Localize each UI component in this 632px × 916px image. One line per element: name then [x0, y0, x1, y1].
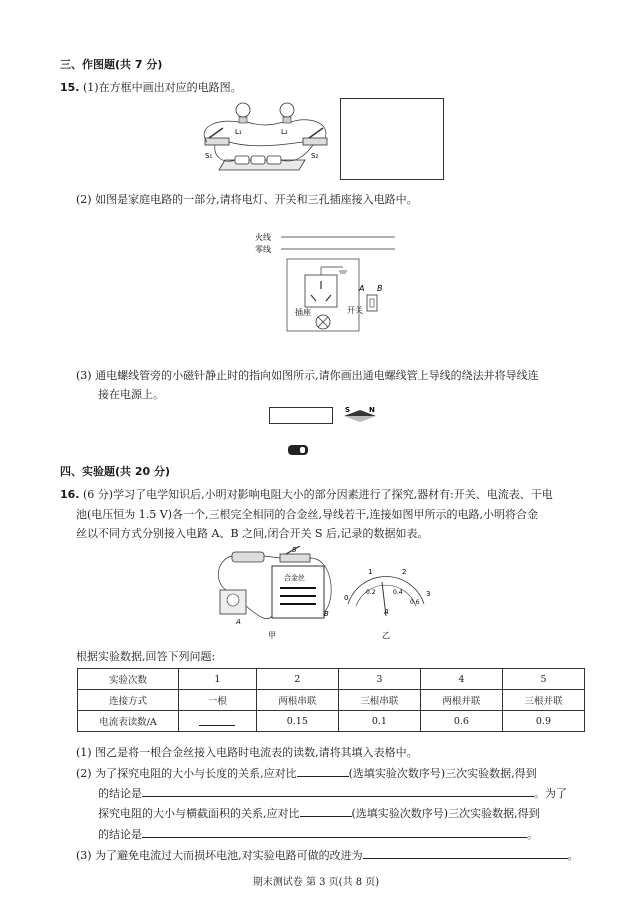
q16-line1 — [60, 486, 553, 502]
q16-sub1: (1) 图乙是将一根合金丝接入电路时电流表的读数,请将其填入表格中。 — [76, 746, 418, 759]
label-s2: S₂ — [311, 152, 319, 160]
q16-sub2-f: (选填实验次数序号)三次实验数据,得到 — [351, 807, 540, 820]
compass-needle-fig — [342, 404, 378, 428]
table-cell: 0.15 — [256, 711, 338, 732]
q15-part2: (2) 如图是家庭电路的一部分,请将电灯、开关和三孔插座接入电路中。 — [76, 193, 418, 206]
page-footer: 期末测试卷 第 3 页(共 8 页) — [252, 877, 380, 888]
switch-button — [370, 299, 374, 307]
q15-part1 — [60, 79, 242, 95]
q16-line1-text: (6 分)学习了电学知识后,小明对影响电阻大小的部分因素进行了探究,器材有:开关、电流表、干电 — [83, 488, 553, 501]
circuit-picture-fig — [195, 98, 335, 180]
battery-cell-2 — [251, 156, 265, 164]
socket-pin-left — [311, 295, 316, 301]
answer-box — [340, 98, 444, 180]
tick-0: 0 — [344, 594, 349, 602]
switch-s2-icon — [303, 138, 327, 145]
label-neutral: 零线 — [255, 245, 271, 254]
q16-sub2-line2 — [98, 785, 567, 801]
label-n: N — [369, 406, 375, 414]
q16-sub2-g: 的结论是 — [98, 828, 142, 841]
socket-icon — [305, 275, 337, 307]
battery-cap — [300, 447, 305, 453]
table-cell: 4 — [420, 669, 502, 690]
answer-blank[interactable] — [297, 765, 349, 777]
household-circuit-fig — [255, 227, 395, 337]
label-live: 火线 — [255, 233, 271, 242]
label-switch: 开关 — [347, 306, 363, 315]
figure-jia — [210, 546, 349, 640]
q16-sub2-d: 。为了 — [534, 787, 567, 800]
table-cell: 0.1 — [338, 711, 420, 732]
bulb-l1-icon — [236, 103, 250, 117]
ammeter-dial — [227, 594, 239, 606]
q16-prompt: 根据实验数据,回答下列问题: — [76, 650, 216, 663]
answer-blank[interactable] — [142, 826, 527, 838]
table-header-cell: 电流表读数/A — [78, 711, 179, 732]
table-cell: 三根串联 — [338, 690, 420, 711]
label-s1: S₁ — [205, 152, 213, 160]
q16-sub2-line3 — [98, 805, 540, 821]
table-row — [78, 711, 585, 732]
tick-0-4: 0.4 — [393, 589, 403, 596]
q16-sub2-a: (2) 为了探究电阻的大小与长度的关系,应对比 — [76, 767, 297, 780]
battery-icon — [287, 444, 309, 456]
tick-0-2: 0.2 — [366, 589, 376, 596]
label-b: B — [377, 284, 383, 293]
q16-line2: 池(电压恒为 1.5 V)各一个,三根完全相同的合金丝,导线若干,连接如图甲所示的电路,小明将合金 — [76, 508, 538, 521]
switch-s1-lever — [209, 128, 223, 138]
table-header-cell: 实验次数 — [78, 669, 179, 690]
needle-s-half — [344, 416, 376, 422]
label-s16: S — [292, 546, 297, 554]
q16-sub3-b: 。 — [567, 849, 579, 862]
table-cell: 0.9 — [502, 711, 584, 732]
table-row — [78, 669, 585, 690]
table-cell: 1 — [179, 669, 257, 690]
tick-0-6: 0.6 — [410, 599, 420, 606]
battery-cell-3 — [267, 156, 281, 164]
answer-blank[interactable] — [363, 847, 568, 859]
switch-s1-icon — [205, 138, 229, 145]
switch-s-icon — [280, 554, 310, 562]
table-cell: 0.6 — [420, 711, 502, 732]
table-cell: 5 — [502, 669, 584, 690]
answer-blank[interactable] — [300, 805, 352, 817]
bulb-l2-base — [283, 117, 291, 123]
table-row — [78, 690, 585, 711]
label-jia: 甲 — [268, 631, 276, 640]
table-cell: 两根并联 — [420, 690, 502, 711]
label-a16: A — [236, 618, 241, 626]
q16-sub2-e: 探究电阻的大小与横截面积的关系,应对比 — [98, 807, 300, 820]
section-3-title: 三、作图题(共 7 分) — [60, 58, 163, 71]
tick-1: 1 — [368, 568, 373, 576]
table-cell: 三根并联 — [502, 690, 584, 711]
q16-sub2-c: 的结论是 — [98, 787, 142, 800]
socket-pin-right — [326, 295, 331, 301]
dry-cell-icon — [232, 552, 264, 562]
label-b16: B — [324, 610, 329, 618]
label-l1: L₁ — [235, 128, 242, 136]
tick-2: 2 — [402, 568, 407, 576]
q16-number: 16. — [60, 488, 80, 501]
q16-sub3 — [76, 847, 579, 863]
q16-sub2-line4 — [98, 826, 538, 842]
table-cell: 3 — [338, 669, 420, 690]
q16-sub2-b: (选填实验次数序号)三次实验数据,得到 — [348, 767, 537, 780]
q15-part3-b: 接在电源上。 — [98, 388, 164, 401]
q16-sub2-line1 — [76, 765, 537, 781]
label-l2: L₂ — [281, 128, 288, 136]
label-a: A — [359, 284, 365, 293]
figure-yi — [338, 560, 434, 642]
answer-blank-cell[interactable] — [179, 711, 257, 732]
q15-number: 15. — [60, 81, 80, 94]
q15-part3-a: (3) 通电螺线管旁的小磁针静止时的指向如图所示,请你画出通电螺线管上导线的绕法并将导线连 — [76, 369, 539, 382]
tick-a: A — [384, 608, 389, 616]
label-alloy: 合金丝 — [284, 574, 305, 582]
answer-blank[interactable] — [199, 714, 235, 726]
table-cell: 一根 — [179, 690, 257, 711]
q16-sub3-a: (3) 为了避免电流过大而损坏电池,对实验电路可做的改进为 — [76, 849, 363, 862]
dial-arc-inner — [356, 585, 416, 606]
label-s: S — [345, 406, 351, 414]
section-4-title: 四、实验题(共 20 分) — [60, 465, 171, 478]
battery-cell-1 — [235, 156, 249, 164]
solenoid — [269, 407, 333, 424]
q16-line3: 丝以不同方式分别接入电路 A、B 之间,闭合开关 S 后,记录的数据如表。 — [76, 527, 429, 540]
q15-part1-text: (1)在方框中画出对应的电路图。 — [83, 81, 242, 94]
bulb-l2-icon — [280, 103, 294, 117]
table-header-cell: 连接方式 — [78, 690, 179, 711]
table-cell: 两根串联 — [256, 690, 338, 711]
label-yi: 乙 — [382, 631, 390, 640]
table-cell: 2 — [256, 669, 338, 690]
answer-blank[interactable] — [142, 785, 534, 797]
label-socket: 插座 — [295, 308, 311, 317]
data-table — [77, 668, 585, 732]
switch-s2-lever — [309, 128, 323, 138]
q16-sub2-h: 。 — [527, 828, 538, 841]
tick-3: 3 — [426, 590, 431, 598]
bulb-l1-base — [239, 117, 247, 123]
